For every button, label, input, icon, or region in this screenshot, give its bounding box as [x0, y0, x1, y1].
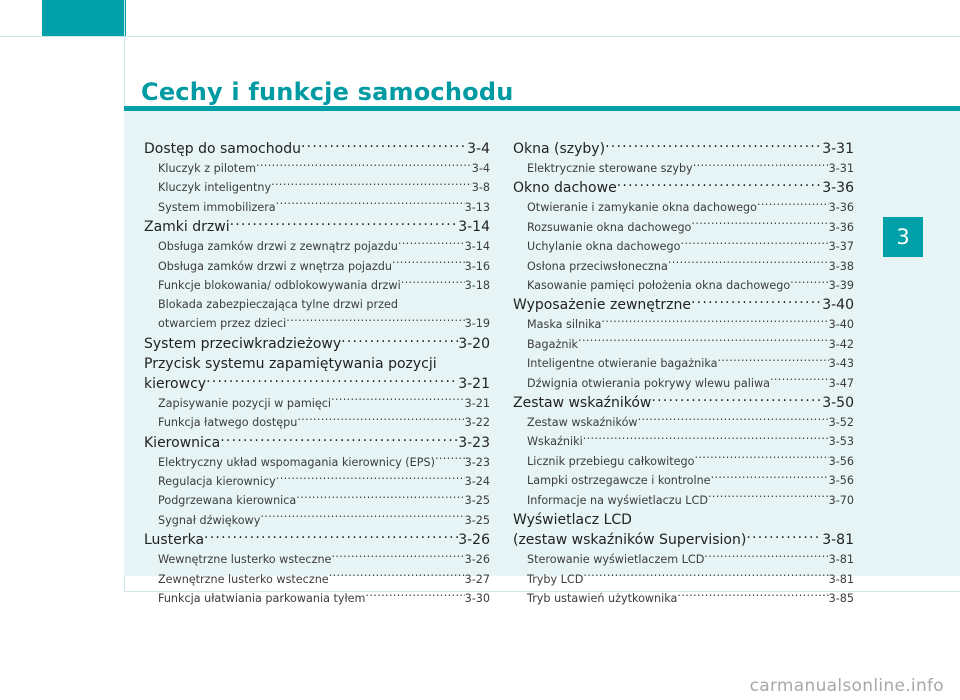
toc-item[interactable] [144, 159, 490, 178]
item-label: Bagażnik [527, 337, 579, 351]
toc-item[interactable] [144, 413, 490, 432]
item-page: 3-8 [471, 181, 490, 195]
dot-leader [694, 454, 828, 465]
item-label: Inteligentne otwieranie bagażnika [527, 357, 718, 371]
item-label: Licznik przebiegu całkowitego [527, 454, 695, 468]
dot-leader [790, 278, 828, 289]
toc-section [513, 510, 854, 608]
item-page: 3-39 [828, 279, 854, 293]
item-label: Sygnał dźwiękowy [158, 513, 261, 527]
dot-leader [677, 591, 828, 602]
header-color-bar [42, 0, 126, 36]
item-page: 3-53 [828, 435, 854, 449]
item-page: 3-81 [828, 553, 854, 567]
toc-item[interactable] [513, 589, 854, 608]
dot-leader [583, 571, 828, 582]
toc-item[interactable] [513, 491, 854, 510]
dot-leader [711, 473, 829, 484]
section-title: Zestaw wskaźników [513, 395, 652, 412]
item-page: 3-26 [464, 553, 490, 567]
toc-section [144, 334, 490, 354]
toc-item[interactable] [513, 452, 854, 471]
dot-leader [717, 356, 828, 367]
dot-leader [617, 178, 823, 192]
item-label: Sterowanie wyświetlaczem LCD [527, 553, 705, 567]
toc-section [513, 139, 854, 178]
item-label: Podgrzewana kierownica [158, 494, 297, 508]
item-page: 3-16 [464, 259, 490, 273]
toc-item[interactable] [144, 589, 490, 608]
item-label: Rozsuwanie okna dachowego [527, 220, 692, 234]
section-page: 3-50 [822, 395, 854, 412]
dot-leader [605, 139, 822, 153]
item-label: Otwieranie i zamykanie okna dachowego [527, 201, 757, 215]
section-page: 3-31 [822, 141, 854, 157]
dot-leader [693, 161, 829, 172]
dot-leader [746, 530, 822, 544]
item-page: 3-81 [828, 572, 854, 586]
dot-leader [260, 513, 464, 524]
dot-leader [601, 317, 828, 328]
dot-leader [206, 374, 458, 388]
dot-leader [276, 474, 465, 485]
toc-section-entry[interactable] [513, 530, 854, 550]
item-page: 3-56 [828, 474, 854, 488]
item-label: Wskaźniki [527, 435, 583, 449]
dot-leader [638, 415, 829, 426]
item-page: 3-25 [464, 513, 490, 527]
toc-item[interactable] [144, 394, 490, 413]
dot-leader [398, 239, 465, 250]
section-page: 3-20 [458, 335, 490, 352]
toc-item[interactable] [513, 570, 854, 589]
toc-item[interactable] [513, 471, 854, 490]
toc-section [144, 354, 490, 433]
item-label: otwarciem przez dzieci [158, 317, 287, 331]
item-page: 3-31 [828, 162, 854, 175]
item-page: 3-19 [464, 317, 490, 331]
toc-item[interactable] [513, 413, 854, 432]
toc-section-entry[interactable] [513, 393, 854, 413]
item-page: 3-37 [828, 240, 854, 254]
dot-leader [341, 334, 458, 348]
toc-section-entry[interactable] [144, 217, 490, 237]
item-label: Funkcja łatwego dostępu [158, 416, 298, 430]
toc-item[interactable] [513, 237, 854, 256]
item-label: Elektryczny układ wspomagania kierownicy (EPS) [158, 455, 435, 469]
toc-item[interactable] [513, 335, 854, 354]
section-title-line1[interactable]: Przycisk systemu zapamiętywania pozycji [144, 355, 437, 372]
toc-section [513, 178, 854, 295]
item-label: System immobilizera [158, 200, 276, 214]
section-title-line1[interactable]: Wyświetlacz LCD [513, 512, 632, 529]
item-page: 3-56 [828, 454, 854, 468]
toc-item[interactable] [144, 550, 490, 569]
toc-item[interactable] [144, 491, 490, 510]
dot-leader [331, 396, 465, 407]
dot-leader [271, 180, 472, 191]
dot-leader [681, 239, 829, 250]
toc-item[interactable] [513, 432, 854, 451]
chapter-tab[interactable]: 3 [883, 217, 923, 257]
dot-leader [331, 552, 464, 563]
item-page: 3-30 [464, 592, 490, 606]
dot-leader [286, 316, 464, 327]
dot-leader [392, 258, 465, 269]
item-label: Maska silnika [527, 318, 602, 332]
dot-leader [296, 493, 464, 504]
section-title: Wyposażenie zewnętrzne [513, 297, 691, 314]
item-page: 3-43 [828, 357, 854, 371]
toc-item-line1[interactable]: Blokada zabezpieczająca tylne drzwi przed [158, 298, 398, 312]
watermark: carmanualsonline.info [749, 676, 944, 696]
dot-leader [708, 493, 829, 504]
item-page: 3-27 [464, 572, 490, 586]
section-title: kierowcy [144, 375, 207, 392]
toc-item[interactable] [144, 314, 490, 333]
item-page: 3-4 [471, 162, 490, 175]
item-label: Kluczyk inteligentny [158, 181, 272, 195]
dot-leader [691, 220, 828, 231]
section-title: Okna (szyby) [513, 141, 606, 157]
item-page: 3-23 [464, 455, 490, 469]
dot-leader [770, 375, 829, 386]
section-page: 3-23 [458, 434, 490, 451]
item-label: Dźwignia otwierania pokrywy wlewu paliwa [527, 376, 770, 390]
section-title: Zamki drzwi [144, 219, 230, 236]
toc-item[interactable] [513, 354, 854, 373]
dot-leader [583, 434, 829, 445]
toc-item[interactable] [144, 276, 490, 295]
toc-section-entry[interactable] [144, 374, 490, 394]
item-page: 3-42 [828, 337, 854, 351]
toc-section-entry[interactable] [144, 433, 490, 453]
toc-section [144, 433, 490, 531]
dot-leader [301, 139, 467, 153]
item-label: Funkcje blokowania/ odblokowywania drzwi [158, 279, 401, 293]
toc-section [513, 295, 854, 393]
section-page: 3-81 [822, 532, 854, 549]
item-page: 3-85 [828, 591, 854, 605]
item-page: 3-24 [464, 475, 490, 489]
dot-leader [256, 161, 472, 172]
item-page: 3-21 [464, 396, 490, 410]
item-label: Zewnętrzne lusterko wsteczne [158, 572, 329, 586]
section-page: 3-36 [822, 180, 854, 197]
dot-leader [668, 258, 829, 269]
dot-leader [329, 572, 465, 583]
item-page: 3-25 [464, 494, 490, 508]
toc-item[interactable] [513, 550, 854, 569]
dot-leader [757, 200, 829, 211]
toc-section-entry[interactable] [513, 139, 854, 159]
item-label: Kasowanie pamięci położenia okna dachowego [527, 279, 791, 293]
item-page: 3-47 [828, 376, 854, 390]
toc-item[interactable] [144, 237, 490, 256]
item-label: Obsługa zamków drzwi z wnętrza pojazdu [158, 259, 392, 273]
toc-item[interactable] [144, 511, 490, 530]
toc-item[interactable] [144, 257, 490, 276]
toc-item[interactable] [513, 218, 854, 237]
item-label: Zapisywanie pozycji w pamięci [158, 396, 331, 410]
dot-leader [297, 415, 464, 426]
section-page: 3-26 [458, 532, 490, 549]
page-title: Cechy i funkcje samochodu [141, 78, 514, 106]
toc-column-right [513, 139, 854, 608]
item-page: 3-36 [828, 201, 854, 215]
section-title: System przeciwkradzieżowy [144, 335, 342, 352]
item-label: Regulacja kierownicy [158, 475, 276, 489]
toc-item[interactable] [513, 315, 854, 334]
toc-section-entry[interactable] [144, 139, 490, 159]
item-page: 3-52 [828, 416, 854, 430]
toc-item[interactable] [144, 198, 490, 217]
item-label: Informacje na wyświetlaczu LCD [527, 493, 708, 507]
item-page: 3-14 [464, 240, 490, 254]
item-label: Tryb ustawień użytkownika [527, 591, 678, 605]
item-label: Lampki ostrzegawcze i kontrolne [527, 474, 711, 488]
section-page: 3-14 [458, 219, 490, 236]
section-title: Lusterka [144, 532, 205, 549]
section-page: 3-40 [822, 297, 854, 314]
toc-section [144, 139, 490, 217]
item-label: Obsługa zamków drzwi z zewnątrz pojazdu [158, 240, 398, 254]
item-label: Uchylanie okna dachowego [527, 240, 681, 254]
section-page: 3-21 [458, 375, 490, 392]
item-label: Funkcja ułatwiania parkowania tyłem [158, 592, 366, 606]
toc-item[interactable] [513, 159, 854, 178]
toc-item[interactable] [513, 276, 854, 295]
toc-section [513, 393, 854, 510]
section-page: 3-4 [467, 141, 490, 157]
item-label: Wewnętrzne lusterko wsteczne [158, 553, 332, 567]
dot-leader [365, 591, 464, 602]
section-title: (zestaw wskaźników Supervision) [513, 532, 747, 549]
section-title: Dostęp do samochodu [144, 141, 301, 157]
toc-section-entry[interactable] [144, 334, 490, 354]
dot-leader [435, 454, 465, 465]
dot-leader [704, 552, 828, 563]
toc-section-entry[interactable] [513, 295, 854, 315]
toc-column-left [144, 139, 490, 609]
dot-leader [651, 393, 822, 407]
toc-item[interactable] [513, 257, 854, 276]
item-page: 3-13 [464, 200, 490, 214]
dot-leader [276, 200, 465, 211]
toc-item[interactable] [513, 374, 854, 393]
toc-item[interactable] [513, 198, 854, 217]
toc-section [144, 217, 490, 334]
dot-leader [401, 278, 465, 289]
item-label: Osłona przeciwsłoneczna [527, 259, 668, 273]
toc-section-entry[interactable] [513, 178, 854, 198]
toc-item[interactable] [144, 453, 490, 472]
dot-leader [204, 530, 458, 544]
section-title: Okno dachowe [513, 180, 617, 197]
dot-leader [220, 433, 458, 447]
item-page: 3-70 [828, 493, 854, 507]
section-title: Kierownica [144, 434, 221, 451]
item-page: 3-18 [464, 279, 490, 293]
top-rule [0, 36, 960, 37]
toc-section-entry[interactable] [144, 530, 490, 550]
item-label: Tryby LCD [527, 572, 584, 586]
item-label: Zestaw wskaźników [527, 416, 638, 430]
toc-item[interactable] [144, 472, 490, 491]
item-page: 3-38 [828, 259, 854, 273]
toc-item[interactable] [144, 178, 490, 197]
dot-leader [691, 295, 822, 309]
item-label: Elektrycznie sterowane szyby [527, 162, 693, 175]
item-page: 3-22 [464, 416, 490, 430]
dot-leader [578, 337, 829, 348]
dot-leader [230, 217, 459, 231]
item-page: 3-40 [828, 318, 854, 332]
item-page: 3-36 [828, 220, 854, 234]
toc-section [144, 530, 490, 608]
item-label: Kluczyk z pilotem [158, 162, 256, 175]
toc-item[interactable] [144, 570, 490, 589]
